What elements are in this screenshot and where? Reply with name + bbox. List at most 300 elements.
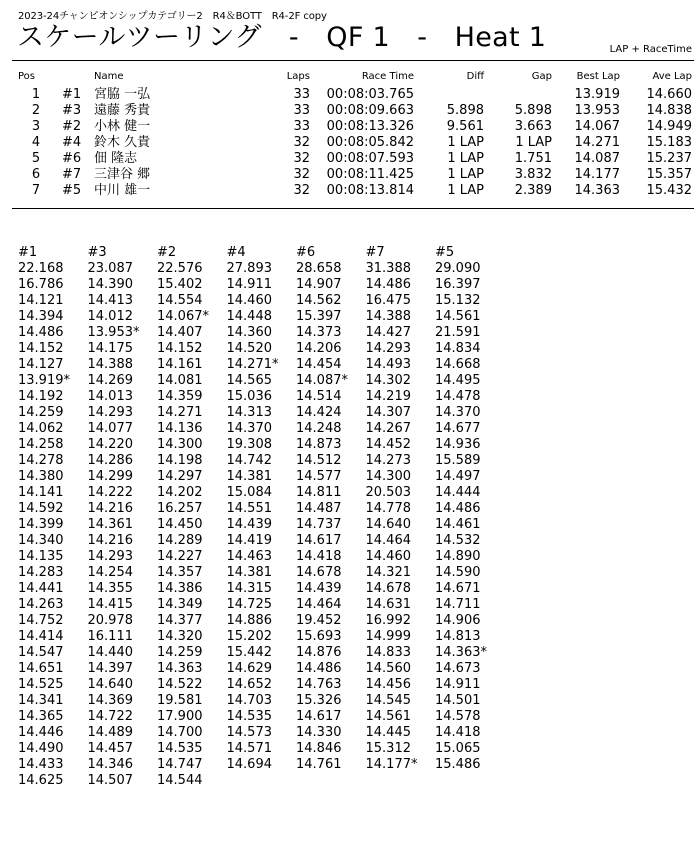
results-row <box>0 87 700 103</box>
lap-time: 20.978 <box>87 613 133 628</box>
diff-value: 1 LAP <box>447 167 484 182</box>
car-number: #3 <box>62 103 82 118</box>
lap-time: 14.152 <box>18 341 64 356</box>
header-diff: Diff <box>466 71 484 82</box>
display-mode-label: LAP + RaceTime <box>609 44 692 55</box>
lap-column-header: #2 <box>157 245 177 260</box>
lap-time: 14.640 <box>365 517 411 532</box>
race-time: 00:08:11.425 <box>326 167 414 182</box>
lap-time: 14.673 <box>435 661 481 676</box>
lap-time: 14.012 <box>87 309 133 324</box>
car-number: #6 <box>62 151 82 166</box>
lap-time: 14.652 <box>226 677 272 692</box>
driver-name: 鈴木 久貴 <box>94 135 151 150</box>
result-position: 6 <box>31 167 41 182</box>
header-best-lap: Best Lap <box>576 71 620 82</box>
lap-time: 14.013 <box>87 389 133 404</box>
best-lap: 14.271 <box>574 135 620 150</box>
lap-column <box>18 245 86 789</box>
car-number: #4 <box>62 135 82 150</box>
lap-time: 14.136 <box>157 421 203 436</box>
diff-value: 1 LAP <box>447 135 484 150</box>
lap-time: 15.036 <box>226 389 272 404</box>
lap-time: 14.507 <box>87 773 133 788</box>
lap-column <box>157 245 225 789</box>
lap-time: 14.227 <box>157 549 203 564</box>
result-position: 3 <box>31 119 41 134</box>
lap-time: 14.700 <box>157 725 203 740</box>
lap-time: 14.388 <box>87 357 133 372</box>
lap-column <box>227 245 295 773</box>
lap-time: 22.168 <box>18 261 64 276</box>
lap-time: 14.307 <box>365 405 411 420</box>
lap-time: 14.514 <box>296 389 342 404</box>
lap-time: 28.658 <box>296 261 342 276</box>
lap-time: 14.486 <box>435 501 481 516</box>
lap-time: 15.084 <box>226 485 272 500</box>
lap-time: 14.381 <box>226 565 272 580</box>
lap-time: 14.561 <box>435 309 481 324</box>
lap-time: 16.475 <box>365 293 411 308</box>
lap-time: 16.397 <box>435 277 481 292</box>
lap-time: 14.087* <box>296 373 348 388</box>
lap-column-header: #7 <box>365 245 385 260</box>
gap-value: 5.898 <box>514 103 552 118</box>
car-number: #2 <box>62 119 82 134</box>
lap-time: 14.525 <box>18 677 64 692</box>
lap-time: 14.778 <box>365 501 411 516</box>
average-lap: 15.432 <box>646 183 692 198</box>
lap-time: 14.293 <box>87 405 133 420</box>
lap-time: 14.315 <box>226 581 272 596</box>
lap-time: 14.742 <box>226 453 272 468</box>
results-row <box>0 103 700 119</box>
lap-time: 14.320 <box>157 629 203 644</box>
lap-time: 14.355 <box>87 581 133 596</box>
lap-time: 14.464 <box>365 533 411 548</box>
lap-time: 14.617 <box>296 709 342 724</box>
lap-time: 14.834 <box>435 341 481 356</box>
gap-value: 1 LAP <box>515 135 552 150</box>
lap-time: 14.763 <box>296 677 342 692</box>
lap-time: 14.493 <box>365 357 411 372</box>
lap-time: 14.873 <box>296 437 342 452</box>
lap-time: 14.677 <box>435 421 481 436</box>
best-lap: 13.953 <box>574 103 620 118</box>
best-lap: 14.177 <box>574 167 620 182</box>
lap-time: 14.752 <box>18 613 64 628</box>
lap-time: 15.486 <box>435 757 481 772</box>
lap-time: 14.833 <box>365 645 411 660</box>
lap-time: 14.390 <box>87 277 133 292</box>
driver-name: 宮脇 一弘 <box>94 87 151 102</box>
lap-time: 14.999 <box>365 629 411 644</box>
lap-time: 14.418 <box>435 725 481 740</box>
lap-time: 14.439 <box>296 581 342 596</box>
lap-time: 14.678 <box>365 581 411 596</box>
lap-time: 14.407 <box>157 325 203 340</box>
car-number: #1 <box>62 87 82 102</box>
lap-time: 14.544 <box>157 773 203 788</box>
lap-time: 14.545 <box>365 693 411 708</box>
lap-time: 14.590 <box>435 565 481 580</box>
lap-time: 14.671 <box>435 581 481 596</box>
lap-time: 16.786 <box>18 277 64 292</box>
lap-time: 14.271 <box>157 405 203 420</box>
lap-time: 14.380 <box>18 469 64 484</box>
header-race-time: Race Time <box>361 71 414 82</box>
lap-time: 13.953* <box>87 325 140 340</box>
lap-time: 14.501 <box>435 693 481 708</box>
lap-time: 14.625 <box>18 773 64 788</box>
lap-time: 14.373 <box>296 325 342 340</box>
lap-time: 14.299 <box>87 469 133 484</box>
result-position: 1 <box>31 87 41 102</box>
lap-time: 14.452 <box>365 437 411 452</box>
lap-time: 14.890 <box>435 549 481 564</box>
lap-time: 19.308 <box>226 437 272 452</box>
lap-time: 14.361 <box>87 517 133 532</box>
lap-time: 14.302 <box>365 373 411 388</box>
lap-time: 14.349 <box>157 597 203 612</box>
lap-time: 14.444 <box>435 485 481 500</box>
lap-time: 14.532 <box>435 533 481 548</box>
header-gap: Gap <box>531 71 552 82</box>
lap-time: 14.640 <box>87 677 133 692</box>
result-position: 2 <box>31 103 41 118</box>
lap-time: 14.127 <box>18 357 64 372</box>
lap-time: 14.573 <box>226 725 272 740</box>
diff-value: 1 LAP <box>447 151 484 166</box>
lap-time: 14.460 <box>365 549 411 564</box>
results-row <box>0 119 700 135</box>
result-position: 5 <box>31 151 41 166</box>
lap-time: 14.340 <box>18 533 64 548</box>
lap-time: 14.535 <box>157 741 203 756</box>
lap-column-header: #6 <box>296 245 316 260</box>
lap-time: 14.578 <box>435 709 481 724</box>
lap-time: 15.402 <box>157 277 203 292</box>
lap-time: 27.893 <box>226 261 272 276</box>
lap-time: 23.087 <box>87 261 133 276</box>
best-lap: 14.067 <box>574 119 620 134</box>
gap-value: 1.751 <box>514 151 552 166</box>
lap-time: 14.419 <box>226 533 272 548</box>
best-lap: 13.919 <box>574 87 620 102</box>
driver-name: 三津谷 郷 <box>94 167 151 182</box>
lap-time: 14.440 <box>87 645 133 660</box>
lap-time: 14.461 <box>435 517 481 532</box>
average-lap: 15.357 <box>646 167 692 182</box>
lap-time: 14.629 <box>226 661 272 676</box>
lap-time: 14.360 <box>226 325 272 340</box>
lap-time: 14.703 <box>226 693 272 708</box>
results-top-rule <box>12 60 694 61</box>
lap-time: 14.439 <box>226 517 272 532</box>
lap-time: 15.312 <box>365 741 411 756</box>
lap-time: 29.090 <box>435 261 481 276</box>
lap-time: 14.813 <box>435 629 481 644</box>
lap-time: 14.359 <box>157 389 203 404</box>
best-lap: 14.087 <box>574 151 620 166</box>
lap-time: 14.876 <box>296 645 342 660</box>
lap-time: 14.460 <box>226 293 272 308</box>
lap-time: 14.259 <box>157 645 203 660</box>
lap-time: 16.111 <box>87 629 133 644</box>
lap-time: 14.248 <box>296 421 342 436</box>
average-lap: 15.237 <box>646 151 692 166</box>
lap-time: 14.357 <box>157 565 203 580</box>
lap-time: 15.326 <box>296 693 342 708</box>
lap-time: 14.341 <box>18 693 64 708</box>
lap-time: 14.293 <box>87 549 133 564</box>
lap-time: 14.617 <box>296 533 342 548</box>
lap-count: 33 <box>293 87 310 102</box>
average-lap: 15.183 <box>646 135 692 150</box>
lap-time: 15.202 <box>226 629 272 644</box>
lap-time: 14.202 <box>157 485 203 500</box>
lap-time: 15.693 <box>296 629 342 644</box>
lap-time: 14.313 <box>226 405 272 420</box>
lap-column <box>88 245 156 789</box>
lap-time: 14.415 <box>87 597 133 612</box>
lap-time: 14.300 <box>157 437 203 452</box>
lap-time: 14.370 <box>435 405 481 420</box>
lap-time: 14.067* <box>157 309 209 324</box>
results-row <box>0 151 700 167</box>
lap-time: 14.141 <box>18 485 64 500</box>
lap-time: 14.259 <box>18 405 64 420</box>
lap-time: 14.846 <box>296 741 342 756</box>
lap-column-header: #5 <box>435 245 455 260</box>
lap-time: 14.463 <box>226 549 272 564</box>
lap-time: 14.081 <box>157 373 203 388</box>
lap-time: 14.911 <box>226 277 272 292</box>
lap-count: 33 <box>293 119 310 134</box>
lap-time: 14.219 <box>365 389 411 404</box>
lap-time: 21.591 <box>435 325 481 340</box>
lap-time: 14.512 <box>296 453 342 468</box>
lap-time: 14.135 <box>18 549 64 564</box>
results-row <box>0 167 700 183</box>
lap-time: 14.321 <box>365 565 411 580</box>
lap-time: 14.631 <box>365 597 411 612</box>
lap-time: 20.503 <box>365 485 411 500</box>
lap-time: 14.121 <box>18 293 64 308</box>
lap-column-header: #4 <box>226 245 246 260</box>
lap-time: 14.363* <box>435 645 487 660</box>
lap-column <box>435 245 503 773</box>
event-subtitle: 2023-24チャンピオンシップカテゴリー2 R4＆BOTT R4-2F copy <box>18 11 327 22</box>
diff-value: 9.561 <box>446 119 484 134</box>
lap-time: 14.711 <box>435 597 481 612</box>
lap-time: 14.289 <box>157 533 203 548</box>
lap-time: 22.576 <box>157 261 203 276</box>
race-time: 00:08:13.814 <box>326 183 414 198</box>
lap-time: 19.581 <box>157 693 203 708</box>
lap-time: 14.220 <box>87 437 133 452</box>
lap-time: 14.399 <box>18 517 64 532</box>
lap-time: 14.077 <box>87 421 133 436</box>
lap-time: 14.495 <box>435 373 481 388</box>
lap-time: 14.297 <box>157 469 203 484</box>
lap-time: 14.497 <box>435 469 481 484</box>
lap-time: 15.589 <box>435 453 481 468</box>
lap-time: 14.571 <box>226 741 272 756</box>
lap-time: 14.267 <box>365 421 411 436</box>
lap-time: 14.761 <box>296 757 342 772</box>
results-row <box>0 183 700 199</box>
lap-time: 14.427 <box>365 325 411 340</box>
lap-time: 14.577 <box>296 469 342 484</box>
lap-time: 14.678 <box>296 565 342 580</box>
lap-time: 14.561 <box>365 709 411 724</box>
lap-time: 14.177* <box>365 757 418 772</box>
result-position: 4 <box>31 135 41 150</box>
lap-time: 14.424 <box>296 405 342 420</box>
lap-time: 14.394 <box>18 309 64 324</box>
lap-time: 14.551 <box>226 501 272 516</box>
lap-time: 14.418 <box>296 549 342 564</box>
gap-value: 3.663 <box>514 119 552 134</box>
lap-time: 14.413 <box>87 293 133 308</box>
lap-time: 14.448 <box>226 309 272 324</box>
race-time: 00:08:09.663 <box>326 103 414 118</box>
lap-time: 14.254 <box>87 565 133 580</box>
lap-time: 17.900 <box>157 709 203 724</box>
lap-time: 14.906 <box>435 613 481 628</box>
lap-time: 14.454 <box>296 357 342 372</box>
lap-time: 14.293 <box>365 341 411 356</box>
race-time: 00:08:03.765 <box>326 87 414 102</box>
average-lap: 14.838 <box>646 103 692 118</box>
header-ave-lap: Ave Lap <box>652 71 692 82</box>
lap-time: 14.456 <box>365 677 411 692</box>
lap-time: 14.911 <box>435 677 481 692</box>
lap-time: 14.346 <box>87 757 133 772</box>
lap-time: 14.490 <box>18 741 64 756</box>
lap-time: 14.386 <box>157 581 203 596</box>
lap-time: 14.450 <box>157 517 203 532</box>
lap-time: 14.694 <box>226 757 272 772</box>
lap-time: 14.936 <box>435 437 481 452</box>
lap-time: 14.547 <box>18 645 64 660</box>
lap-time: 14.554 <box>157 293 203 308</box>
lap-time: 14.192 <box>18 389 64 404</box>
lap-time: 14.486 <box>365 277 411 292</box>
lap-time: 14.668 <box>435 357 481 372</box>
lap-time: 14.907 <box>296 277 342 292</box>
lap-time: 14.464 <box>296 597 342 612</box>
lap-time: 14.258 <box>18 437 64 452</box>
driver-name: 小林 健一 <box>94 119 151 134</box>
lap-time: 14.446 <box>18 725 64 740</box>
diff-value: 1 LAP <box>447 183 484 198</box>
best-lap: 14.363 <box>574 183 620 198</box>
lap-column <box>296 245 364 773</box>
lap-time: 14.433 <box>18 757 64 772</box>
lap-time: 14.300 <box>365 469 411 484</box>
diff-value: 5.898 <box>446 103 484 118</box>
lap-count: 32 <box>293 183 310 198</box>
lap-time: 16.257 <box>157 501 203 516</box>
lap-count: 32 <box>293 167 310 182</box>
gap-value: 2.389 <box>514 183 552 198</box>
results-row <box>0 135 700 151</box>
lap-time: 14.330 <box>296 725 342 740</box>
race-time: 00:08:13.326 <box>326 119 414 134</box>
results-header-row <box>0 71 700 87</box>
lap-time: 14.562 <box>296 293 342 308</box>
lap-time: 14.175 <box>87 341 133 356</box>
lap-time: 14.369 <box>87 693 133 708</box>
lap-time: 14.388 <box>365 309 411 324</box>
lap-time: 14.363 <box>157 661 203 676</box>
car-number: #7 <box>62 167 82 182</box>
lap-time: 14.152 <box>157 341 203 356</box>
lap-time: 14.273 <box>365 453 411 468</box>
lap-time: 14.269 <box>87 373 133 388</box>
lap-time: 15.442 <box>226 645 272 660</box>
lap-time: 15.397 <box>296 309 342 324</box>
lap-time: 14.565 <box>226 373 272 388</box>
lap-time: 14.478 <box>435 389 481 404</box>
lap-time: 14.522 <box>157 677 203 692</box>
lap-time: 14.725 <box>226 597 272 612</box>
lap-time: 14.457 <box>87 741 133 756</box>
lap-time: 14.198 <box>157 453 203 468</box>
lap-time: 14.737 <box>296 517 342 532</box>
header-pos: Pos <box>18 71 36 82</box>
lap-time: 14.365 <box>18 709 64 724</box>
lap-count: 32 <box>293 135 310 150</box>
lap-time: 14.487 <box>296 501 342 516</box>
lap-time: 14.441 <box>18 581 64 596</box>
lap-time: 19.452 <box>296 613 342 628</box>
lap-time: 14.283 <box>18 565 64 580</box>
lap-time: 14.286 <box>87 453 133 468</box>
race-time: 00:08:07.593 <box>326 151 414 166</box>
average-lap: 14.949 <box>646 119 692 134</box>
lap-time: 14.651 <box>18 661 64 676</box>
lap-time: 16.992 <box>365 613 411 628</box>
lap-time: 14.445 <box>365 725 411 740</box>
results-bottom-rule <box>12 208 694 209</box>
header-laps: Laps <box>286 71 310 82</box>
lap-time: 14.062 <box>18 421 64 436</box>
lap-time: 14.886 <box>226 613 272 628</box>
lap-time: 14.278 <box>18 453 64 468</box>
lap-time: 14.370 <box>226 421 272 436</box>
average-lap: 14.660 <box>646 87 692 102</box>
lap-time: 14.216 <box>87 533 133 548</box>
lap-time: 14.414 <box>18 629 64 644</box>
driver-name: 中川 雄一 <box>94 183 151 198</box>
lap-time: 14.489 <box>87 725 133 740</box>
lap-count: 33 <box>293 103 310 118</box>
lap-time: 13.919* <box>18 373 70 388</box>
lap-time: 14.381 <box>226 469 272 484</box>
lap-time: 15.065 <box>435 741 481 756</box>
lap-time: 14.377 <box>157 613 203 628</box>
lap-time: 31.388 <box>365 261 411 276</box>
lap-column-header: #3 <box>87 245 107 260</box>
lap-column <box>366 245 434 773</box>
driver-name: 遠藤 秀貴 <box>94 103 151 118</box>
lap-time: 14.560 <box>365 661 411 676</box>
lap-time: 14.747 <box>157 757 203 772</box>
lap-time: 14.520 <box>226 341 272 356</box>
